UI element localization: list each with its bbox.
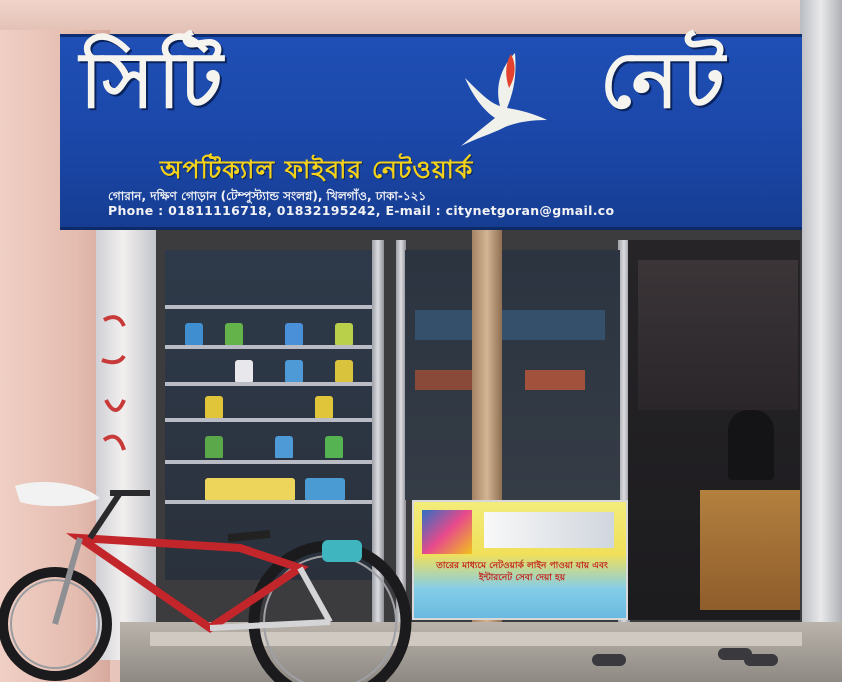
sign-title-part2: নেট xyxy=(600,35,729,126)
slipper xyxy=(592,654,626,666)
bird-logo-icon xyxy=(455,48,550,148)
slipper xyxy=(744,654,778,666)
sign-subtitle: অপটিক্যাল ফাইবার নেটওয়ার্ক xyxy=(160,155,474,184)
wall-top xyxy=(0,0,842,34)
glass-door xyxy=(405,250,620,500)
advertisement-poster xyxy=(412,500,628,620)
sign-contact: Phone : 01811116718, 01832195242, E-mail : citynetgoran@gmail.co xyxy=(108,203,615,218)
sign-title xyxy=(80,35,729,126)
bicycle-icon xyxy=(0,478,420,682)
utility-pole xyxy=(800,0,842,682)
shop-counter xyxy=(700,490,800,610)
sign-address: গোরান, দক্ষিণ গোড়ান (টেম্পুস্ট্যান্ড সংলগ্ন), খিলগাঁও, ঢাকা-১২১ xyxy=(108,189,427,203)
sign-title-part1: সিটি xyxy=(80,35,227,126)
wall-graffiti xyxy=(98,300,132,500)
poster-text: তারের মাধ্যমে নেটওয়ার্ক লাইন পাওয়া যায় এবং ইন্টারনেট সেবা দেয়া হয় xyxy=(436,561,608,583)
